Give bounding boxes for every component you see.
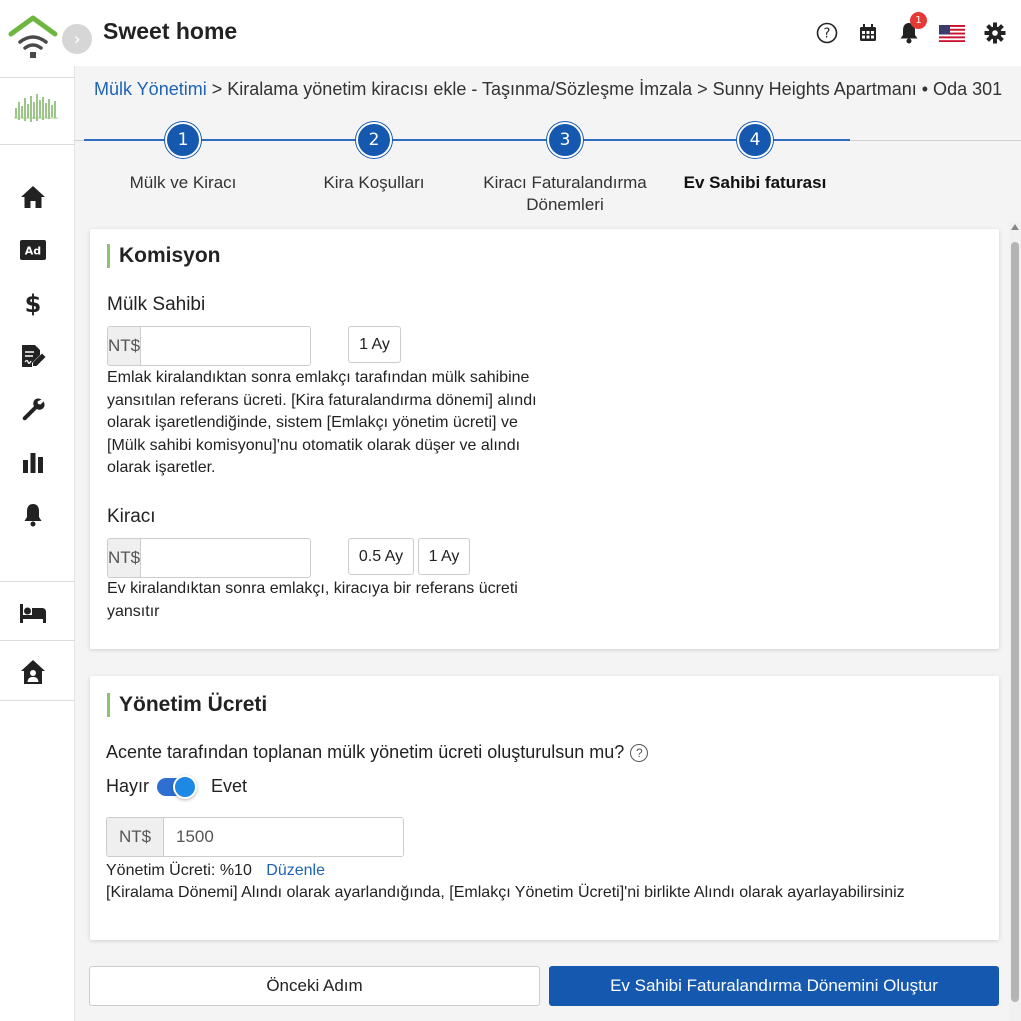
help-circle-icon[interactable]: ? — [630, 744, 648, 762]
scrollbar-thumb[interactable] — [1011, 242, 1019, 1002]
bell-icon[interactable] — [18, 500, 48, 530]
owner-help-text: Emlak kiralandıktan sonra emlakçı tarafından mülk sahibine yansıtılan referans ücreti. [Kira faturalandırma dönemi] alındı olarak işaretlendiğinde, sistem [Emlakçı yönetim ücreti] ve [Mülk sahibi komisyonu]'nu otomatik olarak düşer ve alındı olarak işaretler. — [107, 369, 537, 476]
owner-commission-field — [107, 326, 311, 366]
commission-card — [90, 229, 999, 649]
top-icons — [815, 15, 1007, 48]
scrollbar[interactable] — [1009, 222, 1021, 1021]
sidebar-divider — [0, 640, 75, 641]
notification-bell-icon[interactable] — [897, 15, 922, 45]
breadcrumb-separator: > — [697, 79, 708, 99]
sidebar-divider — [0, 144, 75, 145]
step-label: Kiracı Faturalandırma Dönemleri — [483, 173, 647, 214]
tenant-commission-input[interactable] — [141, 539, 311, 577]
fee-note: [Kiralama Dönemi] Alındı olarak ayarlandığında, [Emlakçı Yönetim Ücreti]'ni birlikte Alındı olarak ayarlayabilirsiniz — [106, 884, 905, 901]
notification-badge: 1 — [910, 12, 927, 29]
scroll-up-arrow-icon[interactable] — [1011, 224, 1019, 230]
currency-prefix: NT$ — [107, 818, 164, 856]
calendar-icon[interactable] — [856, 21, 880, 45]
owner-commission-input[interactable] — [141, 327, 311, 365]
toggle-on-label: Evet — [211, 776, 248, 796]
section-title: Yönetim Ücreti — [107, 693, 267, 717]
bar-chart-icon[interactable] — [18, 447, 48, 477]
currency-prefix: NT$ — [108, 327, 141, 365]
wrench-icon[interactable] — [18, 394, 48, 424]
edit-fee-link[interactable]: Düzenle — [266, 862, 325, 879]
create-landlord-billing-button[interactable]: Ev Sahibi Faturalandırma Dönemini Oluştur — [549, 966, 999, 1006]
toggle-off-label: Hayır — [106, 776, 150, 796]
step-1[interactable] — [88, 122, 278, 194]
app-title: Sweet home — [103, 18, 238, 44]
sidebar — [0, 66, 75, 1021]
fee-rate-line — [106, 862, 325, 880]
svg-text:?: ? — [823, 26, 831, 42]
us-flag-icon[interactable] — [938, 21, 966, 45]
toggle-knob — [173, 775, 197, 799]
avatar[interactable] — [13, 88, 59, 126]
step-number: 4 — [737, 122, 773, 158]
management-fee-question — [106, 742, 648, 763]
sidebar-divider — [0, 700, 75, 701]
tenant-commission-field — [107, 538, 311, 578]
dollar-icon[interactable] — [18, 288, 48, 318]
chevron-right-icon[interactable]: › — [62, 24, 92, 54]
step-number: 2 — [356, 122, 392, 158]
svg-text:Ad: Ad — [24, 244, 42, 258]
tenant-half-month-button[interactable]: 0.5 Ay — [348, 538, 414, 575]
fee-rate-label: Yönetim Ücreti: %10 — [106, 862, 252, 879]
step-3[interactable] — [470, 122, 660, 216]
tenant-1-month-button[interactable]: 1 Ay — [418, 538, 470, 575]
management-fee-toggle-row — [106, 776, 247, 797]
tenant-label: Kiracı — [107, 506, 156, 527]
step-label: Mülk ve Kiracı — [129, 173, 237, 192]
logo-icon[interactable] — [8, 14, 58, 62]
breadcrumb-item: Kiralama yönetim kiracısı ekle - Taşınma/Sözleşme İmzala — [227, 79, 693, 99]
contract-edit-icon[interactable] — [18, 341, 48, 371]
ad-icon[interactable] — [18, 235, 48, 265]
previous-step-button[interactable]: Önceki Adım — [89, 966, 540, 1006]
management-fee-input[interactable] — [164, 818, 403, 856]
sidebar-divider — [0, 77, 75, 78]
step-label: Kira Koşulları — [323, 173, 425, 192]
breadcrumb-root-link[interactable]: Mülk Yönetimi — [94, 79, 207, 99]
tenant-help-text: Ev kiralandıktan sonra emlakçı, kiracıya bir referans ücreti yansıtır — [107, 580, 518, 620]
home-icon[interactable] — [18, 182, 48, 212]
management-fee-field — [106, 817, 404, 857]
breadcrumb — [94, 79, 1002, 100]
question-text: Acente tarafından toplanan mülk yönetim ücreti oluşturulsun mu? — [106, 742, 625, 762]
section-title: Komisyon — [107, 244, 221, 268]
breadcrumb-current: Sunny Heights Apartmanı • Oda 301 — [712, 79, 1003, 99]
owner-1-month-button[interactable]: 1 Ay — [348, 326, 401, 363]
step-label: Ev Sahibi faturası — [683, 173, 827, 192]
bed-icon[interactable] — [18, 598, 48, 628]
step-number: 3 — [547, 122, 583, 158]
help-circle-icon[interactable] — [815, 21, 839, 45]
step-2[interactable] — [279, 122, 469, 194]
top-bar — [0, 0, 1021, 66]
step-4-active[interactable] — [660, 122, 850, 194]
owner-label: Mülk Sahibi — [107, 294, 206, 315]
svg-text:$: $ — [24, 290, 42, 316]
gear-icon[interactable] — [983, 21, 1007, 45]
breadcrumb-separator: > — [211, 79, 223, 99]
currency-prefix: NT$ — [108, 539, 141, 577]
house-user-icon[interactable] — [18, 657, 48, 687]
sidebar-divider — [0, 581, 75, 582]
management-fee-toggle[interactable] — [157, 778, 193, 796]
step-number: 1 — [165, 122, 201, 158]
management-fee-card — [90, 676, 999, 940]
